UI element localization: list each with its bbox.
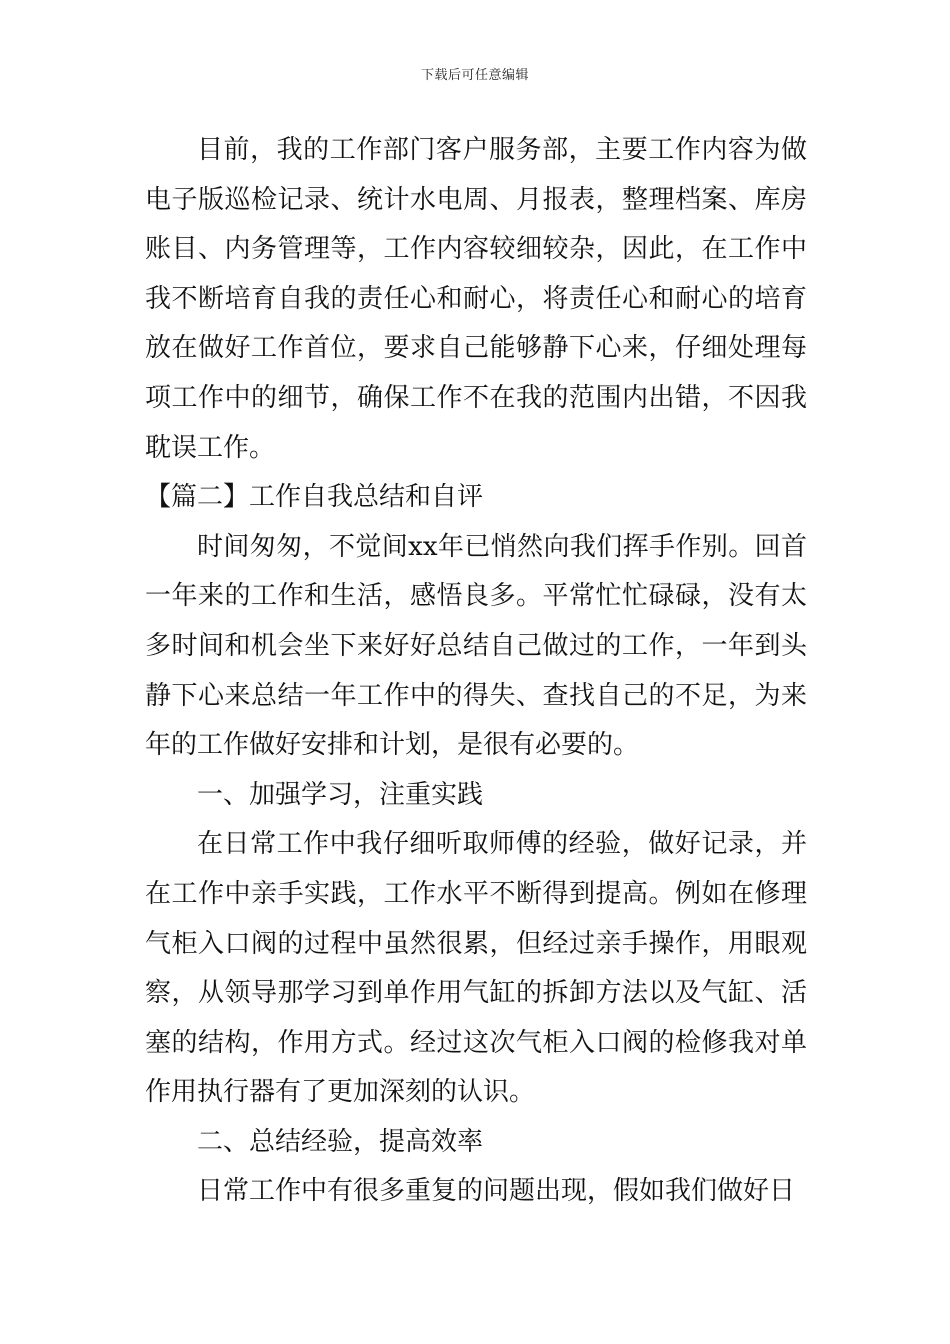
- paragraph-year-summary: 时间匆匆，不觉间xx年已悄然向我们挥手作别。回首一年来的工作和生活，感悟良多。平常忙忙碌碌，没有太多时间和机会坐下来好好总结自己做过的工作，一年到头静下心来总结一年工作中的得失、查找自己的不足，为来年的工作做好安排和计划，是很有必要的。: [145, 531, 807, 761]
- heading-experience-efficiency: 二、总结经验，提高效率: [197, 1126, 484, 1157]
- paragraph-study-practice: 在日常工作中我仔细听取师傅的经验，做好记录，并在工作中亲手实践，工作水平不断得到提高。例如在修理气柜入口阀的过程中虽然很累，但经过亲手操作，用眼观察，从领导那学习到单作用气缸的拆卸方法以及气缸、活塞的结构，作用方式。经过这次气柜入口阀的检修我对单作用执行器有了更加深刻的认识。: [145, 829, 807, 1108]
- heading-study-practice: 一、加强学习，注重实践: [197, 779, 484, 810]
- paragraph-work-duties: 目前，我的工作部门客户服务部，主要工作内容为做电子版巡检记录、统计水电周、月报表，整理档案、库房账目、内务管理等，工作内容较细较杂，因此，在工作中我不断培育自我的责任心和耐心，将责任心和耐心的培育放在做好工作首位，要求自己能够静下心来，仔细处理每项工作中的细节，确保工作不在我的范围内出错，不因我耽误工作。: [145, 135, 807, 463]
- document-body: [145, 126, 807, 1217]
- section-title: 【篇二】工作自我总结和自评: [145, 482, 484, 513]
- paragraph-experience-efficiency: 日常工作中有很多重复的问题出现，假如我们做好日: [197, 1176, 796, 1207]
- page-header: 下载后可任意编辑: [420, 68, 529, 83]
